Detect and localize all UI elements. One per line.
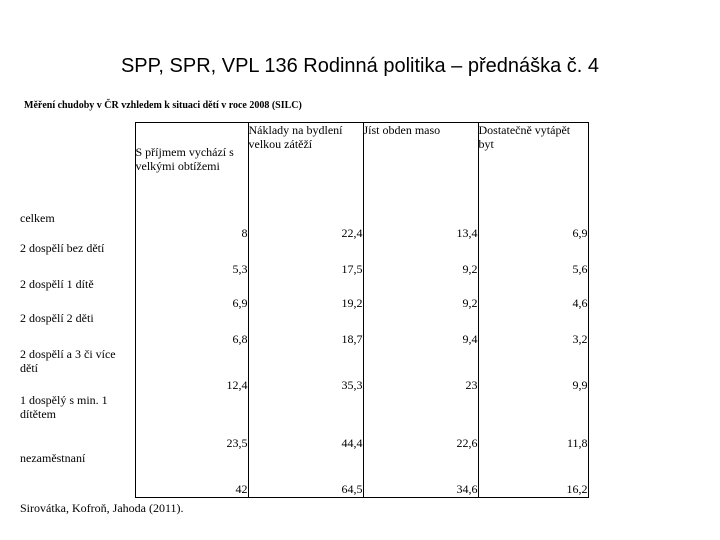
cell-value: 5,6 xyxy=(478,241,588,277)
cell-value: 23 xyxy=(363,347,478,393)
row-label: 2 dospělí bez dětí xyxy=(20,240,105,255)
cell-value: 19,2 xyxy=(248,277,363,311)
slide-title: SPP, SPR, VPL 136 Rodinná politika – přednáška č. 4 xyxy=(120,55,600,77)
cell-value: 22,6 xyxy=(363,393,478,451)
cell-value: 5,3 xyxy=(135,241,248,277)
cell-value: 4,6 xyxy=(478,277,588,311)
row-label: 1 dospělý s min. 1 dítětem xyxy=(20,392,108,421)
table-row xyxy=(20,347,588,393)
column-header: Dostatečně vytápět byt xyxy=(478,123,588,211)
poverty-table xyxy=(20,122,589,498)
table-row xyxy=(20,451,588,498)
cell-value: 9,9 xyxy=(478,347,588,393)
table-row xyxy=(20,277,588,311)
cell-value: 9,2 xyxy=(363,277,478,311)
cell-value: 9,4 xyxy=(363,311,478,347)
source-citation: Sirovátka, Kofroň, Jahoda (2011). xyxy=(20,501,184,515)
cell-value: 42 xyxy=(135,451,248,498)
cell-value: 17,5 xyxy=(248,241,363,277)
cell-value: 6,9 xyxy=(135,277,248,311)
table-row xyxy=(20,241,588,277)
cell-value: 22,4 xyxy=(248,211,363,241)
cell-value: 6,9 xyxy=(478,211,588,241)
cell-value: 9,2 xyxy=(363,241,478,277)
header-corner xyxy=(20,123,135,211)
table-row xyxy=(20,393,588,451)
row-label: 2 dospělí 2 děti xyxy=(20,310,94,325)
row-label: nezaměstnaní xyxy=(20,450,86,465)
cell-value: 64,5 xyxy=(248,451,363,498)
cell-value: 18,7 xyxy=(248,311,363,347)
cell-value: 35,3 xyxy=(248,347,363,393)
cell-value: 34,6 xyxy=(363,451,478,498)
column-header: Jíst obden maso xyxy=(363,123,478,211)
row-label: 2 dospělí a 3 či více dětí xyxy=(20,346,116,375)
cell-value: 12,4 xyxy=(135,347,248,393)
table-row xyxy=(20,311,588,347)
row-label: 2 dospělí 1 dítě xyxy=(20,276,94,291)
column-header: S příjmem vychází s velkými obtížemi xyxy=(135,123,248,211)
cell-value: 13,4 xyxy=(363,211,478,241)
row-label: celkem xyxy=(20,210,55,225)
cell-value: 11,8 xyxy=(478,393,588,451)
cell-value: 3,2 xyxy=(478,311,588,347)
cell-value: 23,5 xyxy=(135,393,248,451)
table-row xyxy=(20,211,588,241)
cell-value: 16,2 xyxy=(478,451,588,498)
cell-value: 6,8 xyxy=(135,311,248,347)
column-header: Náklady na bydlení velkou zátěží xyxy=(248,123,363,211)
cell-value: 44,4 xyxy=(248,393,363,451)
table-header-row xyxy=(20,123,588,211)
table-subtitle: Měření chudoby v ČR vzhledem k situaci dětí v roce 2008 (SILC) xyxy=(24,100,302,111)
cell-value: 8 xyxy=(135,211,248,241)
